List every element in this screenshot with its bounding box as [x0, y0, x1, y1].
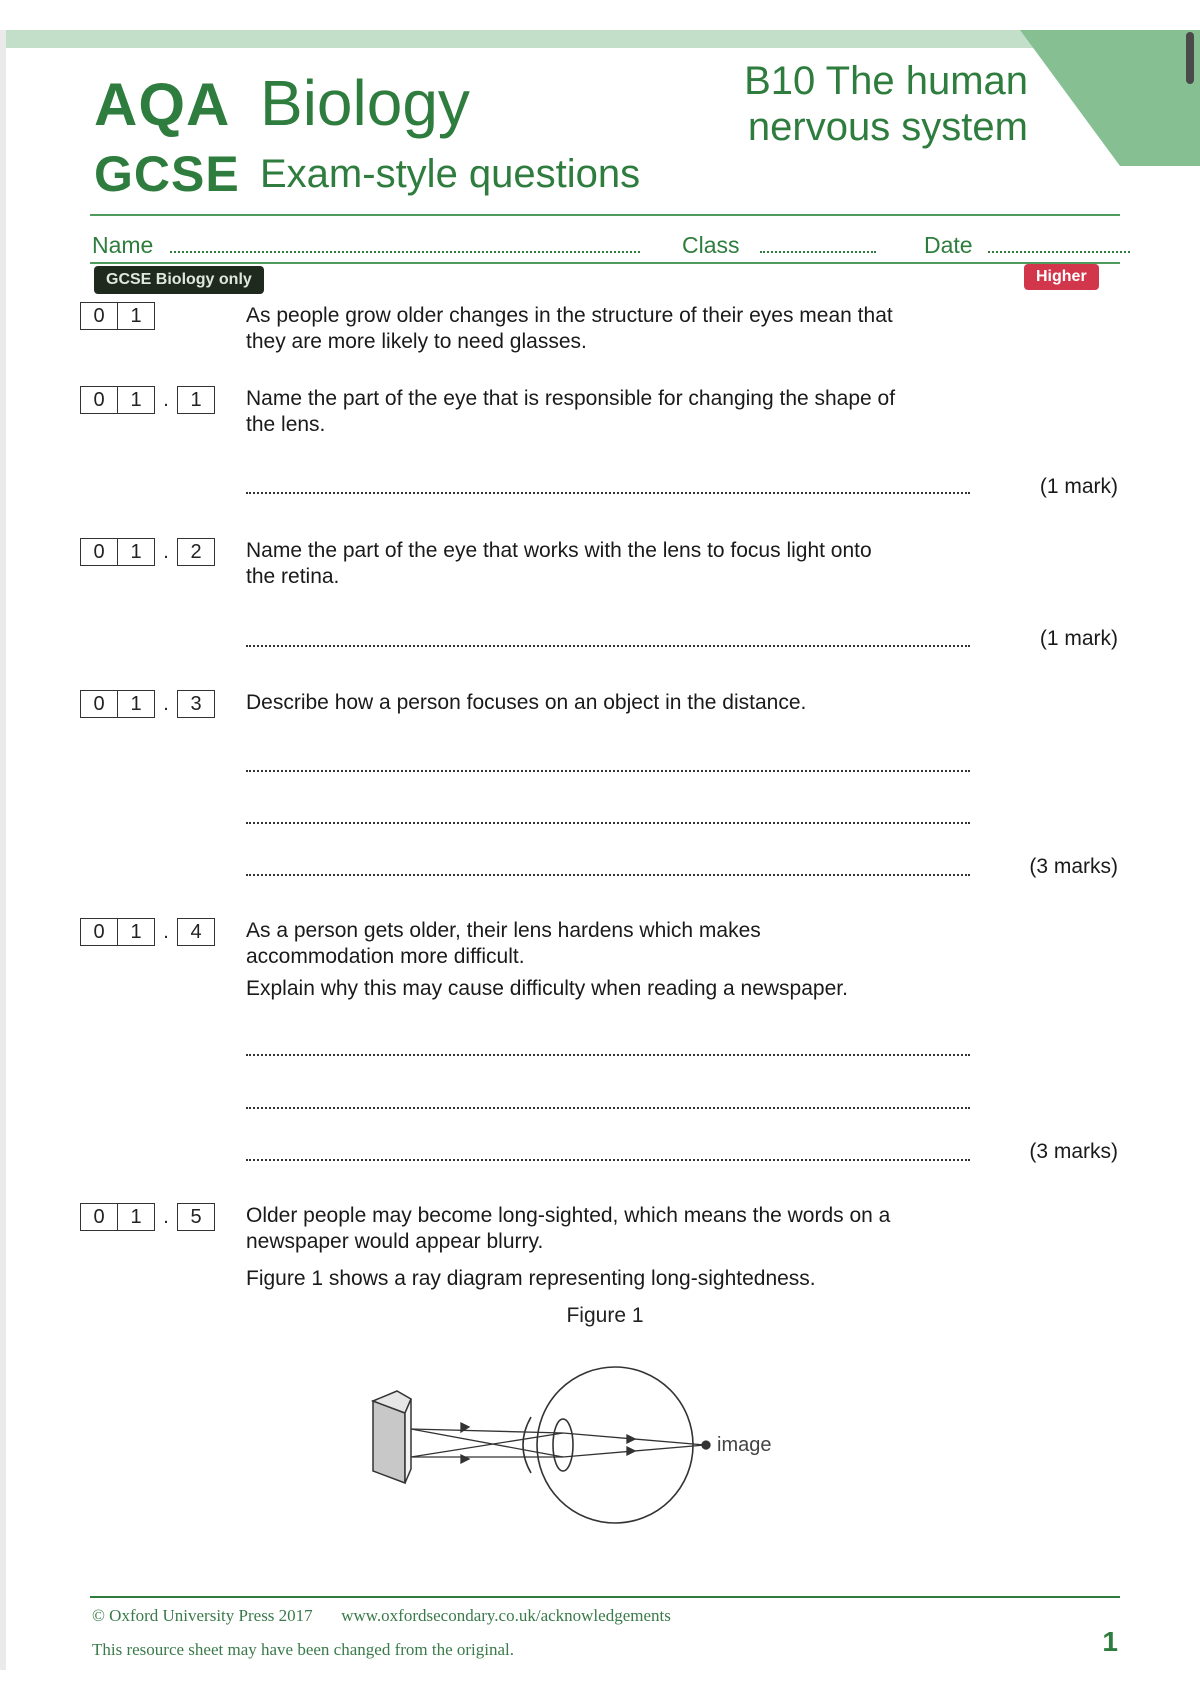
answer-line[interactable]	[246, 492, 970, 494]
qnum-sub: 3	[177, 690, 215, 718]
qnum-digit: 0	[80, 302, 118, 330]
answer-line[interactable]	[246, 770, 970, 772]
book-icon	[373, 1391, 411, 1483]
brand-subtitle: Exam-style questions	[260, 152, 641, 196]
topic-line-1: B10 The human	[744, 59, 1028, 103]
page-number: 1	[1102, 1626, 1118, 1657]
date-label: Date	[924, 232, 973, 258]
question-number: 0 1 . 1	[80, 386, 215, 414]
footer-copyright: © Oxford University Press 2017	[92, 1606, 313, 1625]
marks-label: (3 marks)	[1029, 855, 1118, 878]
gcse-biology-only-badge: GCSE Biology only	[94, 266, 264, 294]
question-text: Name the part of the eye that is responsible for changing the shape of the lens.	[246, 387, 896, 436]
brand-aqa: AQA	[94, 71, 231, 138]
qnum-sub: 2	[177, 538, 215, 566]
qnum-digit: 1	[118, 918, 155, 946]
marks-label: (3 marks)	[1029, 1140, 1118, 1163]
question-text: Older people may become long-sighted, which means the words on a newspaper would appear blurry.	[246, 1204, 891, 1253]
footer-line-1	[92, 1606, 671, 1626]
answer-line[interactable]	[246, 822, 970, 824]
page-edge	[0, 30, 6, 1670]
qnum-digit: 1	[118, 690, 155, 718]
image-label: image	[717, 1434, 772, 1456]
ray-diagram	[365, 1355, 825, 1535]
answer-line[interactable]	[246, 1054, 970, 1056]
brand-subject: Biology	[260, 67, 470, 139]
brand-gcse: GCSE	[94, 146, 240, 202]
qnum-digit: 1	[118, 386, 155, 414]
qnum-digit: 0	[80, 690, 118, 718]
marks-label: (1 mark)	[1039, 475, 1118, 498]
details-rule	[90, 262, 1120, 264]
date-field[interactable]	[988, 232, 1130, 259]
qnum-digit: 1	[118, 538, 155, 566]
answer-line[interactable]	[246, 1107, 970, 1109]
question-text-2: Figure 1 shows a ray diagram representing long-sightedness.	[246, 1267, 816, 1290]
question-number: 0 1 . 2	[80, 538, 215, 566]
qnum-digit: 1	[118, 302, 155, 330]
question-number: 0 1 . 3	[80, 690, 215, 718]
question-text-2: Explain why this may cause difficulty when reading a newspaper.	[246, 977, 848, 1000]
question-text: Name the part of the eye that works with the lens to focus light onto the retina.	[246, 539, 872, 588]
question-number: 0 1 . 5	[80, 1203, 215, 1231]
question-text: Describe how a person focuses on an object in the distance.	[246, 691, 807, 714]
qnum-digit: 0	[80, 918, 118, 946]
footer-rule	[90, 1596, 1120, 1598]
qnum-sub: 1	[177, 386, 215, 414]
qnum-digit: 1	[118, 1203, 155, 1231]
question-text: As people grow older changes in the structure of their eyes mean that they are more likely to need glasses.	[246, 304, 893, 353]
footer-note: This resource sheet may have been changed from the original.	[92, 1640, 515, 1659]
figure-title: Figure 1	[566, 1304, 644, 1327]
header-rule	[90, 214, 1120, 216]
topic-title	[708, 58, 1028, 150]
answer-line[interactable]	[246, 874, 970, 876]
answer-line[interactable]	[246, 645, 970, 647]
question-text: As a person gets older, their lens hardens which makes accommodation more difficult.	[246, 919, 761, 968]
scrollbar[interactable]	[1186, 32, 1194, 84]
answer-line[interactable]	[246, 1159, 970, 1161]
eye-icon	[523, 1367, 693, 1523]
footer-url[interactable]: www.oxfordsecondary.co.uk/acknowledgements	[341, 1606, 671, 1625]
higher-tier-badge: Higher	[1024, 264, 1099, 290]
topic-line-2: nervous system	[747, 105, 1028, 149]
corner-decoration	[1020, 30, 1200, 166]
qnum-digit: 0	[80, 538, 118, 566]
qnum-sub: 5	[177, 1203, 215, 1231]
qnum-digit: 0	[80, 386, 118, 414]
name-label: Name	[92, 232, 154, 258]
marks-label: (1 mark)	[1039, 627, 1118, 650]
qnum-sub: 4	[177, 918, 215, 946]
class-label: Class	[682, 232, 740, 258]
question-number: 0 1 . 4	[80, 918, 215, 946]
name-field[interactable]	[170, 232, 640, 259]
question-number	[80, 302, 155, 330]
class-field[interactable]	[760, 232, 876, 259]
qnum-digit: 0	[80, 1203, 118, 1231]
